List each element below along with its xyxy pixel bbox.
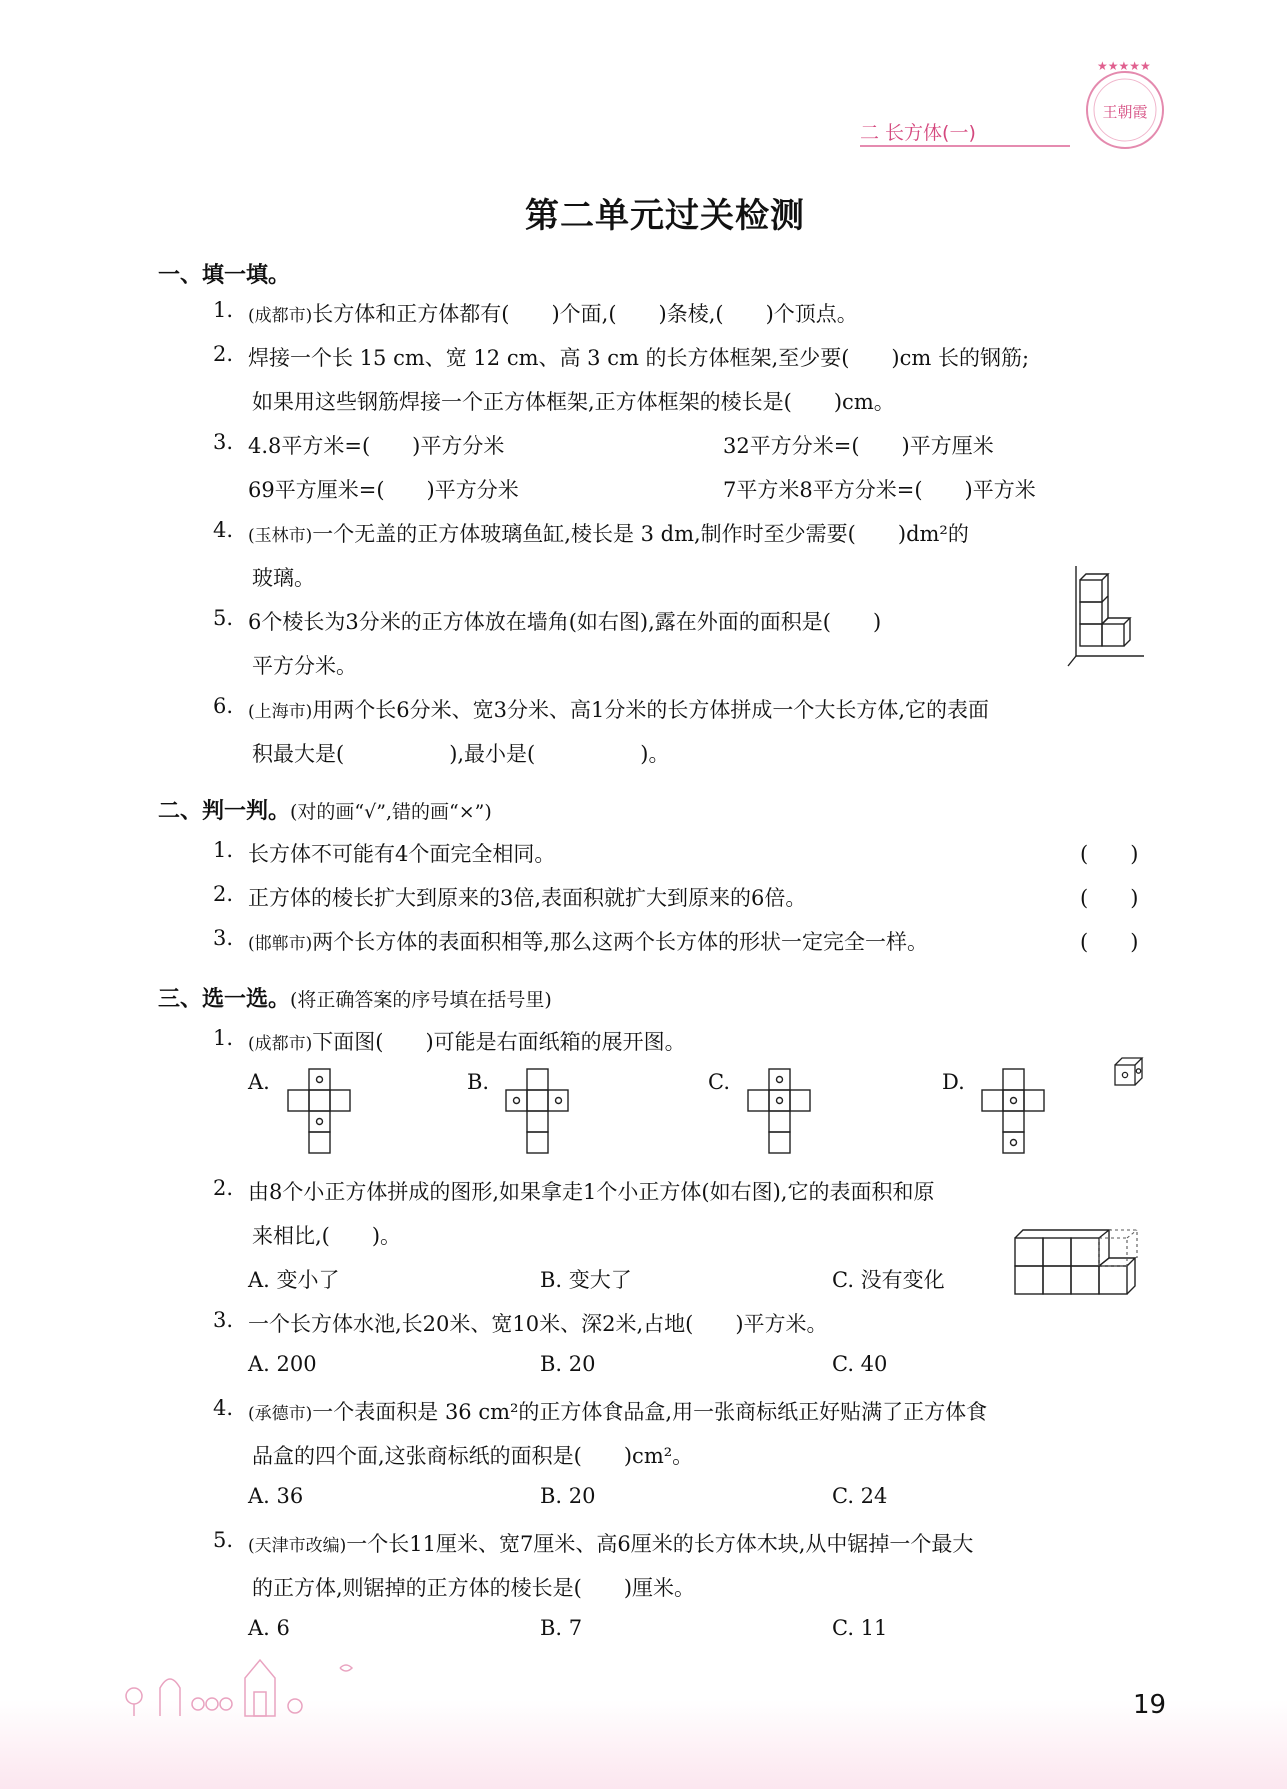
q3-1-source: (成都市): [248, 1034, 313, 1054]
q1-3-a: 4.8平方米=( )平方分米: [248, 434, 505, 458]
q3-2-option-a: A. 变小了: [248, 1268, 340, 1292]
q3-2-number: 2.: [213, 1176, 234, 1200]
q2-3-source: (邯郸市): [248, 934, 313, 954]
q3-2-line2: 来相比,( )。: [252, 1224, 402, 1248]
q1-4-line1: (玉林市)一个无盖的正方体玻璃鱼缸,棱长是 3 dm,制作时至少需要( )dm²的: [248, 522, 969, 546]
q3-3-option-b: B. 20: [540, 1352, 596, 1376]
q1-1-text: (成都市)长方体和正方体都有( )个面,( )条棱,( )个顶点。: [248, 302, 858, 326]
q3-3-number: 3.: [213, 1308, 234, 1332]
q1-1-source: (成都市): [248, 306, 313, 326]
q3-5-source: (天津市改编): [248, 1536, 347, 1556]
eight-cubes-figure: [1013, 1224, 1149, 1296]
q1-6-number: 6.: [213, 694, 234, 718]
q2-2-number: 2.: [213, 882, 234, 906]
q2-3-answer-paren: ( ): [1080, 930, 1139, 954]
q3-4-option-c: C. 24: [832, 1484, 888, 1508]
q1-3-c: 69平方厘米=( )平方分米: [248, 478, 519, 502]
section-2-note: (对的画“√”,错的画“×”): [290, 801, 492, 823]
q1-4-number: 4.: [213, 518, 234, 542]
corner-cubes-figure: [1068, 566, 1148, 671]
q1-2-line2: 如果用这些钢筋焊接一个正方体框架,正方体框架的棱长是( )cm。: [252, 390, 895, 414]
q1-3-number: 3.: [213, 430, 234, 454]
q3-3-option-c: C. 40: [832, 1352, 888, 1376]
q1-5-line2: 平方分米。: [252, 654, 357, 678]
q3-5-number: 5.: [213, 1528, 234, 1552]
q2-3-number: 3.: [213, 926, 234, 950]
q3-5-line2: 的正方体,则锯掉的正方体的棱长是( )厘米。: [252, 1576, 696, 1600]
q1-6-line1: (上海市)用两个长6分米、宽3分米、高1分米的长方体拼成一个大长方体,它的表面: [248, 698, 990, 722]
q1-2-line1: 焊接一个长 15 cm、宽 12 cm、高 3 cm 的长方体框架,至少要( )cm 长的钢筋;: [248, 346, 1030, 370]
section-3-note: (将正确答案的序号填在括号里): [290, 989, 552, 1011]
q3-1-option-c-label: C.: [708, 1070, 730, 1094]
q1-5-line1: 6个棱长为3分米的正方体放在墙角(如右图),露在外面的面积是( ): [248, 610, 882, 634]
q3-4-source: (承德市): [248, 1404, 313, 1424]
q1-4-line2: 玻璃。: [252, 566, 315, 590]
q3-1-number: 1.: [213, 1026, 234, 1050]
q3-5-option-c: C. 11: [832, 1616, 888, 1640]
q3-3-option-a: A. 200: [248, 1352, 317, 1376]
q3-5-option-b: B. 7: [540, 1616, 583, 1640]
net-b-figure: [505, 1068, 569, 1154]
q3-1-option-d-label: D.: [942, 1070, 965, 1094]
q2-2-text: 正方体的棱长扩大到原来的3倍,表面积就扩大到原来的6倍。: [248, 886, 807, 910]
q3-4-number: 4.: [213, 1396, 234, 1420]
q1-6-line2: 积最大是( ),最小是( )。: [252, 742, 670, 766]
page-title: 第二单元过关检测: [525, 196, 805, 236]
q3-4-option-a: A. 36: [248, 1484, 304, 1508]
logo-seal: [1075, 55, 1175, 155]
q1-4-source: (玉林市): [248, 526, 313, 546]
q1-1-number: 1.: [213, 298, 234, 322]
q1-6-source: (上海市): [248, 702, 313, 722]
page-number: 19: [1133, 1690, 1167, 1720]
q1-5-number: 5.: [213, 606, 234, 630]
net-d-figure: [981, 1068, 1045, 1154]
q3-3-text: 一个长方体水池,长20米、宽10米、深2米,占地( )平方米。: [248, 1312, 828, 1336]
q3-4-line1: (承德市)一个表面积是 36 cm²的正方体食品盒,用一张商标纸正好贴满了正方体食: [248, 1400, 988, 1424]
svg-text:王朝霞: 王朝霞: [1102, 103, 1148, 121]
q3-2-line1: 由8个小正方体拼成的图形,如果拿走1个小正方体(如右图),它的表面积和原: [248, 1180, 935, 1204]
q3-1-option-b-label: B.: [467, 1070, 490, 1094]
q2-2-answer-paren: ( ): [1080, 886, 1139, 910]
q3-4-option-b: B. 20: [540, 1484, 596, 1508]
q3-1-option-a-label: A.: [248, 1070, 270, 1094]
net-c-figure: [747, 1068, 811, 1154]
header-underline: [860, 145, 1070, 147]
q1-3-b: 32平方分米=( )平方厘米: [723, 434, 994, 458]
q2-1-answer-paren: ( ): [1080, 842, 1139, 866]
section-2-heading: 二、判一判。(对的画“√”,错的画“×”): [158, 799, 492, 824]
paper-box-figure: [1113, 1056, 1149, 1088]
section-1-heading: 一、填一填。: [158, 263, 291, 288]
q2-3-text: (邯郸市)两个长方体的表面积相等,那么这两个长方体的形状一定完全一样。: [248, 930, 928, 954]
q3-2-option-b: B. 变大了: [540, 1268, 632, 1292]
q2-1-text: 长方体不可能有4个面完全相同。: [248, 842, 556, 866]
q3-5-line1: (天津市改编)一个长11厘米、宽7厘米、高6厘米的长方体木块,从中锯掉一个最大: [248, 1532, 974, 1556]
footer-decoration-icon: [120, 1648, 420, 1718]
q3-2-option-c: C. 没有变化: [832, 1268, 945, 1292]
q2-1-number: 1.: [213, 838, 234, 862]
q3-1-text: (成都市)下面图( )可能是右面纸箱的展开图。: [248, 1030, 686, 1054]
q3-5-option-a: A. 6: [248, 1616, 290, 1640]
q1-2-number: 2.: [213, 342, 234, 366]
net-a-figure: [287, 1068, 351, 1154]
section-3-heading: 三、选一选。(将正确答案的序号填在括号里): [158, 987, 552, 1012]
svg-text:★★★★★: ★★★★★: [1097, 59, 1151, 73]
q3-4-line2: 品盒的四个面,这张商标纸的面积是( )cm²。: [252, 1444, 694, 1468]
q1-3-d: 7平方米8平方分米=( )平方米: [723, 478, 1036, 502]
chapter-header: 二 长方体(一): [860, 122, 976, 144]
